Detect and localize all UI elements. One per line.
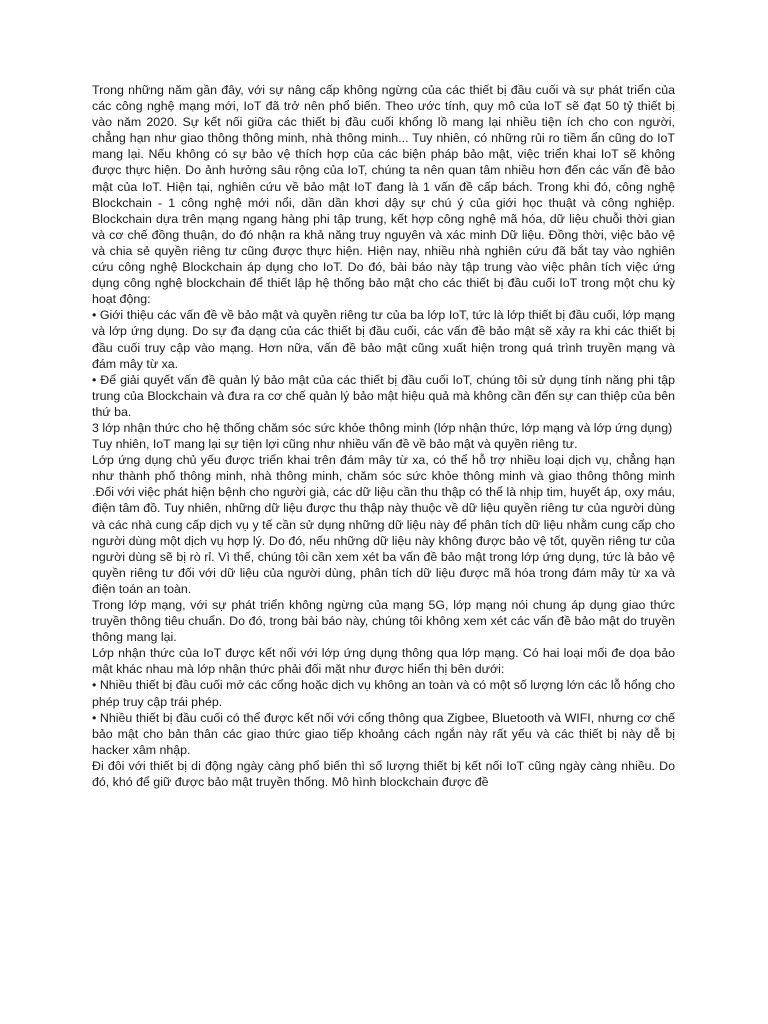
bullet-security-layers: • Giới thiệu các vấn đề về bảo mật và quyền riêng tư của ba lớp IoT, tức là lớp thiết bị đầu cuối, lớp mạng và lớp ứng dụng. Do sự đa dạng của các thiết bị đầu cuối, các vấn đề bảo mật sẽ xảy ra khi các thiết bị đầu cuối truy cập vào mạng. Hơn nữa, vấn đề bảo mật cũng xuất hiện trong quá trình truyền mạng và đám mây từ xa. [92,308,675,371]
bullet-insecure-ports: • Nhiều thiết bị đầu cuối mở các cổng hoặc dịch vụ không an toàn và có một số lượng lớn các lỗ hổng cho phép truy cập trái phép. [92,678,675,709]
bullet-short-range-protocols: • Nhiều thiết bị đầu cuối có thể được kết nối với cổng thông qua Zigbee, Bluetooth và WIFI, nhưng cơ chế bảo mật cho bản thân các giao thức giao tiếp khoảng cách ngắn này rất yếu và các thiết bị này dễ bị hacker xâm nhập. [92,710,675,757]
paragraph-three-layers: 3 lớp nhận thức cho hệ thống chăm sóc sức khỏe thông minh (lớp nhận thức, lớp mạng và lớp ứng dụng) [92,420,673,435]
paragraph-perception-layer: Lớp nhận thức của IoT được kết nối với lớp ứng dụng thông qua lớp mạng. Có hai loại mối đe dọa bảo mật khác nhau mà lớp nhận thức phải đối mặt như được hiển thị bên dưới: [92,646,675,677]
paragraph-network-layer: Trong lớp mạng, với sự phát triển không ngừng của mạng 5G, lớp mạng nói chung áp dụng giao thức truyền thông tiêu chuẩn. Do đó, trong bài báo này, chúng tôi không xem xét các vấn đề bảo mật do truyền thông mang lại. [92,598,675,645]
paragraph-application-layer: Lớp ứng dụng chủ yếu được triển khai trên đám mây từ xa, có thể hỗ trợ nhiều loại dịch vụ, chẳng hạn như thành phố thông minh, nhà thông minh, chăm sóc sức khỏe thông minh và giao thông thông minh .Đối với việc phát hiện bệnh cho người già, các dữ liệu cần thu thập có thể là nhịp tim, huyết áp, oxy máu, điện tâm đồ. Tuy nhiên, những dữ liệu được thu thập này thuộc về dữ liệu quyền riêng tư của người dùng và các nhà cung cấp dịch vụ y tế cần sử dụng những dữ liệu này để phân tích dữ liệu nhằm cung cấp cho người dùng một dịch vụ hợp lý. Do đó, nếu những dữ liệu này không được bảo vệ tốt, quyền riêng tư của người dùng sẽ bị rò rỉ. Vì thế, chúng tôi cần xem xét ba vấn đề bảo mật trong lớp ứng dụng, tức là bảo vệ quyền riêng tư đối với dữ liệu của người dùng, phân tích dữ liệu được mã hóa trong đám mây từ xa và điện toán an toàn. [92,453,675,596]
paragraph-mobile-devices: Đi đôi với thiết bị di động ngày càng phổ biến thì số lượng thiết bị kết nối IoT cũng ngày càng nhiều. Do đó, khó để giữ được bảo mật truyền thống. Mô hình blockchain được đề [92,758,675,790]
paragraph-iot-issues: Tuy nhiên, IoT mang lại sự tiện lợi cũng như nhiều vấn đề về bảo mật và quyền riêng tư. [92,437,578,452]
bullet-blockchain-management: • Để giải quyết vấn đề quản lý bảo mật của các thiết bị đầu cuối IoT, chúng tôi sử dụng tính năng phi tập trung của Blockchain và đưa ra cơ chế quản lý bảo mật hiệu quả mà không cần đến sự can thiệp của bên thứ ba. [92,372,675,419]
document-page [92,82,675,790]
paragraph-intro: Trong những năm gần đây, với sự nâng cấp không ngừng của các thiết bị đầu cuối và sự phát triển của các công nghệ mạng mới, IoT đã trở nên phổ biến. Theo ước tính, quy mô của IoT sẽ đạt 50 tỷ thiết bị vào năm 2020. Sự kết nối giữa các thiết bị đầu cuối khổng lồ mang lại nhiều tiện ích cho con người, chẳng hạn như giao thông thông minh, nhà thông minh... Tuy nhiên, có những rủi ro tiềm ẩn cũng do IoT mang lại. Nếu không có sự bảo vệ thích hợp của các biện pháp bảo mật, việc triển khai IoT sẽ không được thực hiện. Do ảnh hưởng sâu rộng của IoT, chúng ta nên quan tâm nhiều hơn đến các vấn đề bảo mật của IoT. Hiện tại, nghiên cứu về bảo mật IoT đang là 1 vấn đề cấp bách. Trong khi đó, công nghệ Blockchain - 1 công nghệ mới nổi, dần dần khơi dậy sự chú ý của giới học thuật và công nghiệp. Blockchain dựa trên mạng ngang hàng phi tập trung, kết hợp công nghệ mã hóa, dữ liệu chuỗi thời gian và cơ chế đồng thuận, do đó nhận ra khả năng truy nguyên và xác minh Dữ liệu. Đồng thời, việc bảo vệ và chia sẻ quyền riêng tư cũng được thực hiện. Hiện nay, nhiều nhà nghiên cứu đã bắt tay vào nghiên cứu công nghệ Blockchain áp dụng cho IoT. Do đó, bài báo này tập trung vào việc phân tích việc ứng dụng công nghệ blockchain để thiết lập hệ thống bảo mật cho các thiết bị đầu cuối IoT trong một chu kỳ hoạt động: [92,83,675,307]
